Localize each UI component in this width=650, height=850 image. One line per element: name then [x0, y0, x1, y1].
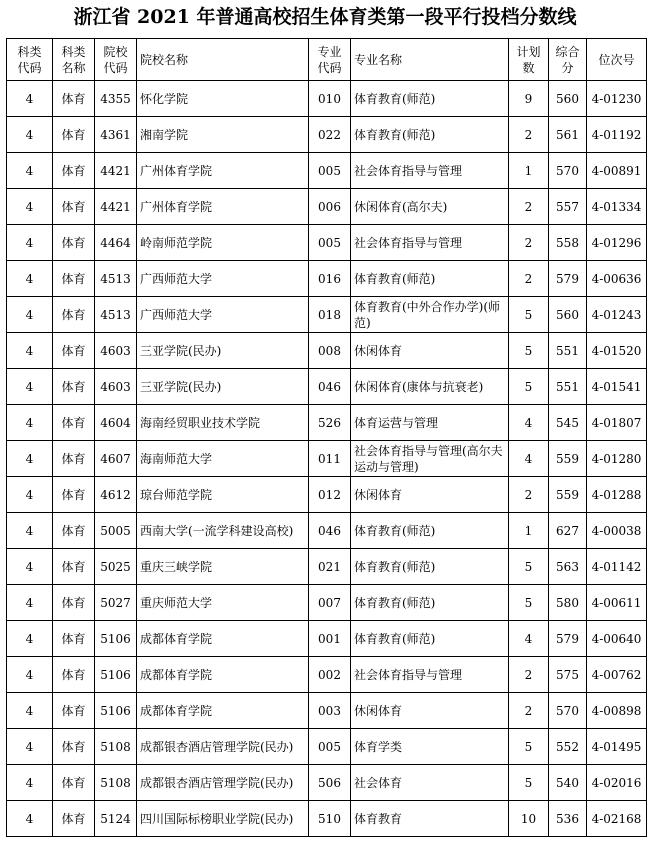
cell-rank: 4-01280 — [587, 441, 647, 477]
cell-category-code: 4 — [7, 81, 53, 117]
cell-rank: 4-01192 — [587, 117, 647, 153]
cell-category-code: 4 — [7, 801, 53, 837]
cell-rank: 4-01541 — [587, 369, 647, 405]
cell-major-code: 007 — [309, 585, 351, 621]
cell-category-name: 体育 — [53, 585, 95, 621]
cell-category-code: 4 — [7, 513, 53, 549]
cell-major-name: 体育教育(师范) — [351, 261, 509, 297]
header-major-name: 专业名称 — [351, 39, 509, 81]
table-row — [7, 765, 647, 801]
cell-rank: 4-01288 — [587, 477, 647, 513]
cell-composite-score: 560 — [549, 297, 587, 333]
table-row — [7, 261, 647, 297]
table-row — [7, 729, 647, 765]
cell-category-name: 体育 — [53, 333, 95, 369]
cell-school-code: 5106 — [95, 657, 137, 693]
cell-rank: 4-01495 — [587, 729, 647, 765]
cell-school-code: 4607 — [95, 441, 137, 477]
cell-school-name: 成都银杏酒店管理学院(民办) — [137, 765, 309, 801]
cell-composite-score: 563 — [549, 549, 587, 585]
cell-plan-count: 1 — [509, 153, 549, 189]
cell-school-code: 4464 — [95, 225, 137, 261]
cell-major-code: 001 — [309, 621, 351, 657]
cell-school-name: 成都体育学院 — [137, 693, 309, 729]
cell-composite-score: 536 — [549, 801, 587, 837]
cell-composite-score: 575 — [549, 657, 587, 693]
cell-category-name: 体育 — [53, 153, 95, 189]
cell-category-name: 体育 — [53, 693, 95, 729]
cell-plan-count: 2 — [509, 189, 549, 225]
cell-category-name: 体育 — [53, 225, 95, 261]
cell-major-code: 005 — [309, 225, 351, 261]
cell-major-name: 体育运营与管理 — [351, 405, 509, 441]
cell-category-name: 体育 — [53, 405, 95, 441]
cell-category-code: 4 — [7, 657, 53, 693]
cell-major-name: 体育教育(师范) — [351, 621, 509, 657]
table-row — [7, 621, 647, 657]
table-row — [7, 405, 647, 441]
cell-major-name: 体育教育(师范) — [351, 513, 509, 549]
cell-school-name: 岭南师范学院 — [137, 225, 309, 261]
cell-category-name: 体育 — [53, 801, 95, 837]
cell-school-name: 三亚学院(民办) — [137, 333, 309, 369]
cell-major-code: 046 — [309, 369, 351, 405]
cell-rank: 4-00891 — [587, 153, 647, 189]
table-row — [7, 153, 647, 189]
cell-plan-count: 2 — [509, 225, 549, 261]
cell-composite-score: 627 — [549, 513, 587, 549]
cell-school-code: 5108 — [95, 765, 137, 801]
header-school-name: 院校名称 — [137, 39, 309, 81]
cell-composite-score: 579 — [549, 621, 587, 657]
table-row — [7, 585, 647, 621]
cell-plan-count: 2 — [509, 261, 549, 297]
cell-school-code: 4604 — [95, 405, 137, 441]
cell-composite-score: 545 — [549, 405, 587, 441]
cell-school-code: 4603 — [95, 333, 137, 369]
cell-category-code: 4 — [7, 729, 53, 765]
cell-school-code: 4612 — [95, 477, 137, 513]
cell-plan-count: 2 — [509, 693, 549, 729]
cell-major-name: 休闲体育 — [351, 693, 509, 729]
cell-plan-count: 2 — [509, 657, 549, 693]
cell-major-name: 体育教育(师范) — [351, 549, 509, 585]
cell-category-code: 4 — [7, 261, 53, 297]
cell-category-code: 4 — [7, 333, 53, 369]
cell-major-code: 011 — [309, 441, 351, 477]
cell-school-code: 4513 — [95, 261, 137, 297]
cell-category-code: 4 — [7, 693, 53, 729]
cell-category-name: 体育 — [53, 765, 95, 801]
cell-school-name: 琼台师范学院 — [137, 477, 309, 513]
cell-school-code: 4603 — [95, 369, 137, 405]
cell-composite-score: 579 — [549, 261, 587, 297]
cell-composite-score: 561 — [549, 117, 587, 153]
cell-category-name: 体育 — [53, 117, 95, 153]
cell-category-name: 体育 — [53, 81, 95, 117]
header-school-code: 院校 代码 — [95, 39, 137, 81]
table-row — [7, 297, 647, 333]
cell-category-code: 4 — [7, 441, 53, 477]
header-rank: 位次号 — [587, 39, 647, 81]
header-category-name: 科类 名称 — [53, 39, 95, 81]
cell-major-name: 体育教育(中外合作办学)(师范) — [351, 297, 509, 333]
cell-major-code: 021 — [309, 549, 351, 585]
cell-school-name: 怀化学院 — [137, 81, 309, 117]
cell-category-code: 4 — [7, 585, 53, 621]
cell-school-code: 5106 — [95, 621, 137, 657]
cell-major-code: 510 — [309, 801, 351, 837]
cell-category-name: 体育 — [53, 477, 95, 513]
page-title: 浙江省 2021 年普通高校招生体育类第一段平行投档分数线 — [73, 6, 577, 28]
cell-plan-count: 5 — [509, 297, 549, 333]
cell-major-name: 体育教育(师范) — [351, 81, 509, 117]
cell-major-code: 022 — [309, 117, 351, 153]
cell-category-name: 体育 — [53, 297, 95, 333]
cell-major-code: 010 — [309, 81, 351, 117]
table-row — [7, 189, 647, 225]
cell-major-code: 016 — [309, 261, 351, 297]
cell-composite-score: 540 — [549, 765, 587, 801]
cell-category-code: 4 — [7, 477, 53, 513]
cell-composite-score: 557 — [549, 189, 587, 225]
cell-category-code: 4 — [7, 189, 53, 225]
cell-category-name: 体育 — [53, 369, 95, 405]
cell-plan-count: 5 — [509, 585, 549, 621]
cell-rank: 4-02016 — [587, 765, 647, 801]
cell-school-code: 4421 — [95, 153, 137, 189]
cell-school-name: 成都体育学院 — [137, 621, 309, 657]
cell-school-code: 5106 — [95, 693, 137, 729]
cell-major-code: 003 — [309, 693, 351, 729]
cell-rank: 4-01296 — [587, 225, 647, 261]
cell-rank: 4-00611 — [587, 585, 647, 621]
cell-school-name: 成都银杏酒店管理学院(民办) — [137, 729, 309, 765]
cell-major-name: 休闲体育 — [351, 477, 509, 513]
cell-major-name: 社会体育指导与管理 — [351, 657, 509, 693]
table-row — [7, 225, 647, 261]
cell-category-code: 4 — [7, 297, 53, 333]
cell-category-name: 体育 — [53, 513, 95, 549]
cell-category-name: 体育 — [53, 549, 95, 585]
cell-major-name: 体育教育 — [351, 801, 509, 837]
cell-school-name: 重庆三峡学院 — [137, 549, 309, 585]
cell-plan-count: 2 — [509, 117, 549, 153]
cell-category-name: 体育 — [53, 189, 95, 225]
cell-composite-score: 560 — [549, 81, 587, 117]
cell-composite-score: 570 — [549, 693, 587, 729]
cell-rank: 4-02168 — [587, 801, 647, 837]
cell-rank: 4-00636 — [587, 261, 647, 297]
cell-major-name: 社会体育 — [351, 765, 509, 801]
cell-school-code: 4421 — [95, 189, 137, 225]
cell-rank: 4-01230 — [587, 81, 647, 117]
cell-major-code: 005 — [309, 153, 351, 189]
header-composite-score: 综合 分 — [549, 39, 587, 81]
cell-plan-count: 5 — [509, 765, 549, 801]
cell-school-name: 广西师范大学 — [137, 297, 309, 333]
cell-plan-count: 1 — [509, 513, 549, 549]
cell-composite-score: 559 — [549, 441, 587, 477]
table-row — [7, 693, 647, 729]
cell-major-name: 社会体育指导与管理 — [351, 225, 509, 261]
table-row — [7, 369, 647, 405]
cell-composite-score: 570 — [549, 153, 587, 189]
cell-rank: 4-01520 — [587, 333, 647, 369]
cell-major-code: 005 — [309, 729, 351, 765]
cell-rank: 4-01807 — [587, 405, 647, 441]
cell-school-code: 5005 — [95, 513, 137, 549]
cell-major-name: 体育教育(师范) — [351, 585, 509, 621]
cell-rank: 4-00640 — [587, 621, 647, 657]
cell-category-name: 体育 — [53, 441, 95, 477]
cell-plan-count: 4 — [509, 405, 549, 441]
cell-major-code: 018 — [309, 297, 351, 333]
table-header-row — [7, 39, 647, 81]
cell-composite-score: 558 — [549, 225, 587, 261]
cell-major-name: 体育学类 — [351, 729, 509, 765]
cell-category-code: 4 — [7, 405, 53, 441]
table-row — [7, 81, 647, 117]
cell-major-name: 休闲体育 — [351, 333, 509, 369]
cell-school-name: 广州体育学院 — [137, 153, 309, 189]
cell-category-code: 4 — [7, 117, 53, 153]
cell-school-name: 四川国际标榜职业学院(民办) — [137, 801, 309, 837]
admission-score-table — [6, 38, 647, 837]
table-row — [7, 801, 647, 837]
cell-major-name: 社会体育指导与管理 — [351, 153, 509, 189]
table-row — [7, 549, 647, 585]
cell-school-code: 5025 — [95, 549, 137, 585]
header-plan-count: 计划 数 — [509, 39, 549, 81]
header-category-code: 科类 代码 — [7, 39, 53, 81]
cell-major-code: 006 — [309, 189, 351, 225]
cell-school-name: 成都体育学院 — [137, 657, 309, 693]
cell-rank: 4-00038 — [587, 513, 647, 549]
cell-school-name: 重庆师范大学 — [137, 585, 309, 621]
cell-major-code: 012 — [309, 477, 351, 513]
header-major-code: 专业 代码 — [309, 39, 351, 81]
table-row — [7, 513, 647, 549]
cell-plan-count: 5 — [509, 333, 549, 369]
cell-category-code: 4 — [7, 621, 53, 657]
table-row — [7, 441, 647, 477]
cell-school-code: 5108 — [95, 729, 137, 765]
cell-category-code: 4 — [7, 225, 53, 261]
cell-school-code: 4513 — [95, 297, 137, 333]
cell-major-name: 体育教育(师范) — [351, 117, 509, 153]
cell-category-code: 4 — [7, 549, 53, 585]
table-row — [7, 477, 647, 513]
cell-plan-count: 2 — [509, 477, 549, 513]
cell-category-code: 4 — [7, 765, 53, 801]
cell-composite-score: 551 — [549, 333, 587, 369]
cell-plan-count: 5 — [509, 729, 549, 765]
cell-school-code: 4361 — [95, 117, 137, 153]
cell-school-name: 湘南学院 — [137, 117, 309, 153]
table-row — [7, 333, 647, 369]
cell-rank: 4-00762 — [587, 657, 647, 693]
cell-plan-count: 10 — [509, 801, 549, 837]
cell-rank: 4-00898 — [587, 693, 647, 729]
table-body — [7, 81, 647, 837]
cell-category-code: 4 — [7, 369, 53, 405]
cell-school-name: 三亚学院(民办) — [137, 369, 309, 405]
cell-plan-count: 4 — [509, 621, 549, 657]
cell-major-name: 休闲体育(康体与抗衰老) — [351, 369, 509, 405]
cell-major-code: 506 — [309, 765, 351, 801]
table-row — [7, 657, 647, 693]
table-row — [7, 117, 647, 153]
cell-school-code: 5124 — [95, 801, 137, 837]
cell-category-name: 体育 — [53, 729, 95, 765]
cell-school-name: 西南大学(一流学科建设高校) — [137, 513, 309, 549]
cell-major-code: 046 — [309, 513, 351, 549]
cell-school-name: 海南经贸职业技术学院 — [137, 405, 309, 441]
cell-composite-score: 552 — [549, 729, 587, 765]
cell-school-name: 广州体育学院 — [137, 189, 309, 225]
cell-category-name: 体育 — [53, 657, 95, 693]
cell-major-name: 休闲体育(高尔夫) — [351, 189, 509, 225]
cell-school-code: 4355 — [95, 81, 137, 117]
cell-plan-count: 5 — [509, 549, 549, 585]
cell-major-name: 社会体育指导与管理(高尔夫运动与管理) — [351, 441, 509, 477]
cell-composite-score: 559 — [549, 477, 587, 513]
cell-rank: 4-01142 — [587, 549, 647, 585]
cell-category-name: 体育 — [53, 621, 95, 657]
cell-major-code: 526 — [309, 405, 351, 441]
cell-school-code: 5027 — [95, 585, 137, 621]
cell-composite-score: 551 — [549, 369, 587, 405]
cell-major-code: 002 — [309, 657, 351, 693]
cell-rank: 4-01334 — [587, 189, 647, 225]
cell-major-code: 008 — [309, 333, 351, 369]
cell-plan-count: 5 — [509, 369, 549, 405]
cell-school-name: 广西师范大学 — [137, 261, 309, 297]
cell-category-name: 体育 — [53, 261, 95, 297]
cell-school-name: 海南师范大学 — [137, 441, 309, 477]
cell-composite-score: 580 — [549, 585, 587, 621]
cell-plan-count: 4 — [509, 441, 549, 477]
cell-plan-count: 9 — [509, 81, 549, 117]
cell-rank: 4-01243 — [587, 297, 647, 333]
cell-category-code: 4 — [7, 153, 53, 189]
